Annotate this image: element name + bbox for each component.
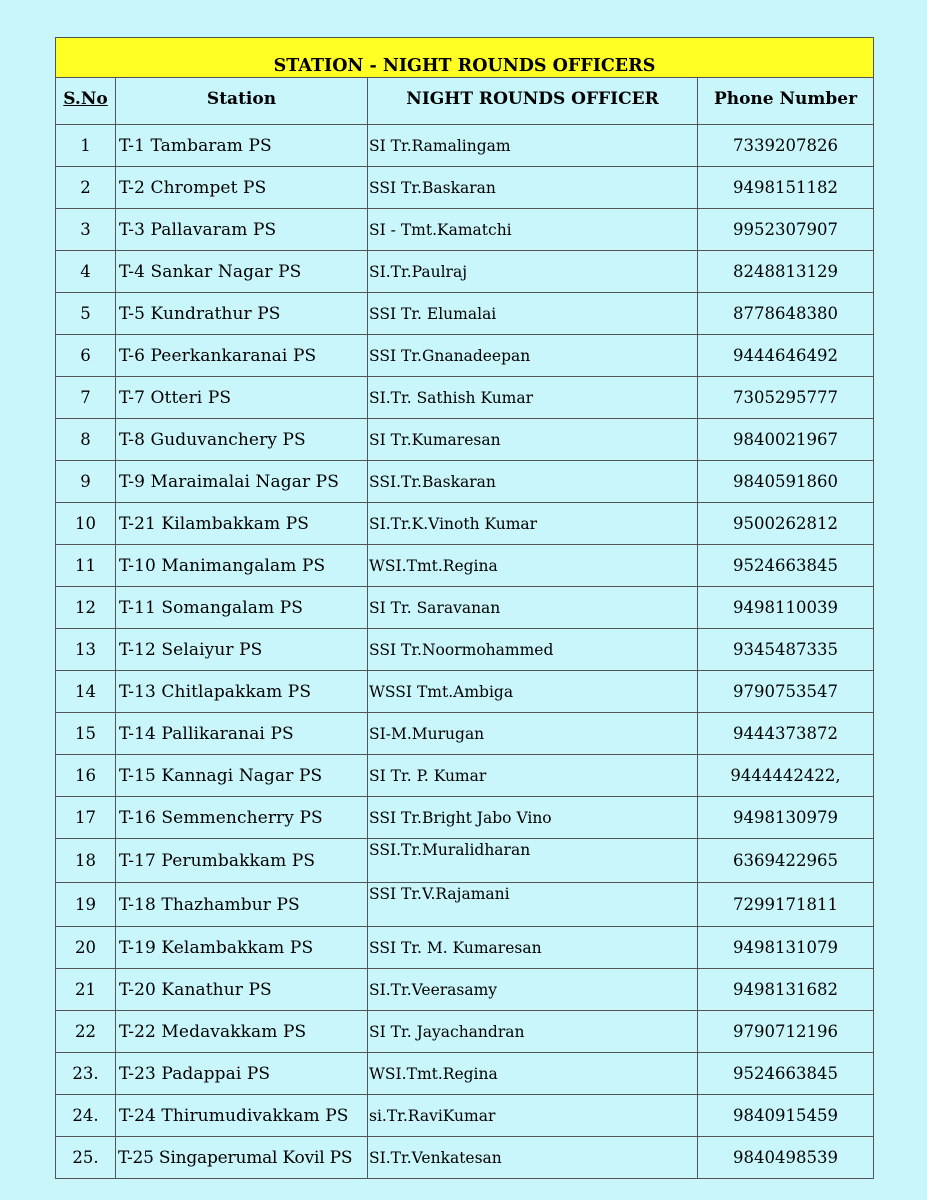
table-row [56,167,874,209]
row-sno-cell: 4 [56,251,116,293]
row-sno-cell: 8 [56,419,116,461]
row-sno-cell: 16 [56,755,116,797]
table-row [56,1011,874,1053]
row-officer-cell: SSI Tr.Bright Jabo Vino [368,797,698,839]
row-sno-cell: 6 [56,335,116,377]
row-officer-cell: SI Tr. Saravanan [368,587,698,629]
row-sno-cell: 23. [56,1053,116,1095]
row-phone-cell: 9444646492 [698,335,874,377]
row-phone-cell: 9444442422, [698,755,874,797]
row-phone-cell: 9498131079 [698,927,874,969]
row-officer-cell: SSI Tr.Baskaran [368,167,698,209]
row-phone-cell: 9498130979 [698,797,874,839]
row-phone-cell: 9790712196 [698,1011,874,1053]
row-station-cell: T-17 Perumbakkam PS [116,839,368,883]
header-officer: NIGHT ROUNDS OFFICER [368,78,698,125]
row-station-cell: T-23 Padappai PS [116,1053,368,1095]
row-sno-cell: 10 [56,503,116,545]
table-row [56,713,874,755]
table-row [56,377,874,419]
row-station-cell: T-15 Kannagi Nagar PS [116,755,368,797]
row-station-cell: T-14 Pallikaranai PS [116,713,368,755]
row-officer-cell: SSI.Tr.Baskaran [368,461,698,503]
row-sno-cell: 21 [56,969,116,1011]
table-row [56,209,874,251]
row-phone-cell: 9345487335 [698,629,874,671]
row-station-cell: T-8 Guduvanchery PS [116,419,368,461]
row-sno-cell: 2 [56,167,116,209]
table-row [56,927,874,969]
row-officer-cell: WSI.Tmt.Regina [368,545,698,587]
table-row [56,1095,874,1137]
row-station-cell: T-1 Tambaram PS [116,125,368,167]
row-station-cell: T-13 Chitlapakkam PS [116,671,368,713]
table-row [56,419,874,461]
row-station-cell: T-16 Semmencherry PS [116,797,368,839]
row-phone-cell: 9840498539 [698,1137,874,1179]
table-title: STATION - NIGHT ROUNDS OFFICERS [56,38,874,78]
table-row [56,587,874,629]
row-station-cell: T-4 Sankar Nagar PS [116,251,368,293]
row-station-cell: T-12 Selaiyur PS [116,629,368,671]
row-officer-cell: SI.Tr.Veerasamy [368,969,698,1011]
table-row [56,1137,874,1179]
row-officer-cell: WSI.Tmt.Regina [368,1053,698,1095]
row-station-cell: T-21 Kilambakkam PS [116,503,368,545]
row-officer-cell: SI-M.Murugan [368,713,698,755]
row-phone-cell: 9498110039 [698,587,874,629]
row-phone-cell: 9952307907 [698,209,874,251]
night-rounds-sheet [55,37,873,1179]
row-officer-cell: SSI Tr. M. Kumaresan [368,927,698,969]
header-station: Station [116,78,368,125]
table-row [56,125,874,167]
row-officer-cell: SSI Tr.Gnanadeepan [368,335,698,377]
row-station-cell: T-6 Peerkankaranai PS [116,335,368,377]
row-sno-cell: 9 [56,461,116,503]
row-officer-cell: SSI Tr.V.Rajamani [368,883,698,927]
row-sno-cell: 5 [56,293,116,335]
row-sno-cell: 25. [56,1137,116,1179]
table-row [56,1053,874,1095]
row-station-cell: T-25 Singaperumal Kovil PS [116,1137,368,1179]
row-officer-cell: SI.Tr.K.Vinoth Kumar [368,503,698,545]
table-row [56,797,874,839]
row-phone-cell: 9840021967 [698,419,874,461]
row-station-cell: T-7 Otteri PS [116,377,368,419]
table-row [56,335,874,377]
row-sno-cell: 15 [56,713,116,755]
row-sno-cell: 11 [56,545,116,587]
row-phone-cell: 7339207826 [698,125,874,167]
row-sno-cell: 18 [56,839,116,883]
row-officer-cell: SI Tr. P. Kumar [368,755,698,797]
row-phone-cell: 6369422965 [698,839,874,883]
row-phone-cell: 7305295777 [698,377,874,419]
row-sno-cell: 3 [56,209,116,251]
row-station-cell: T-20 Kanathur PS [116,969,368,1011]
row-sno-cell: 7 [56,377,116,419]
row-sno-cell: 17 [56,797,116,839]
row-sno-cell: 22 [56,1011,116,1053]
row-officer-cell: SI.Tr. Sathish Kumar [368,377,698,419]
row-officer-cell: SI Tr.Kumaresan [368,419,698,461]
table-row [56,883,874,927]
row-sno-cell: 20 [56,927,116,969]
table-row [56,461,874,503]
row-station-cell: T-5 Kundrathur PS [116,293,368,335]
table-body [56,125,874,1179]
row-officer-cell: SI.Tr.Venkatesan [368,1137,698,1179]
row-officer-cell: SI Tr.Ramalingam [368,125,698,167]
row-officer-cell: SI Tr. Jayachandran [368,1011,698,1053]
row-station-cell: T-11 Somangalam PS [116,587,368,629]
row-phone-cell: 9790753547 [698,671,874,713]
row-sno-cell: 13 [56,629,116,671]
row-phone-cell: 9840915459 [698,1095,874,1137]
row-phone-cell: 9840591860 [698,461,874,503]
row-officer-cell: WSSI Tmt.Ambiga [368,671,698,713]
row-officer-cell: SSI.Tr.Muralidharan [368,839,698,883]
header-phone: Phone Number [698,78,874,125]
row-sno-cell: 14 [56,671,116,713]
row-phone-cell: 7299171811 [698,883,874,927]
row-station-cell: T-22 Medavakkam PS [116,1011,368,1053]
header-sno: S.No [56,78,116,125]
row-officer-cell: SI.Tr.Paulraj [368,251,698,293]
table-row [56,671,874,713]
row-station-cell: T-10 Manimangalam PS [116,545,368,587]
row-phone-cell: 9498131682 [698,969,874,1011]
row-station-cell: T-3 Pallavaram PS [116,209,368,251]
table-row [56,969,874,1011]
row-officer-cell: SSI Tr.Noormohammed [368,629,698,671]
row-phone-cell: 9524663845 [698,545,874,587]
row-phone-cell: 8778648380 [698,293,874,335]
night-rounds-table [55,37,874,1179]
row-officer-cell: SSI Tr. Elumalai [368,293,698,335]
row-sno-cell: 19 [56,883,116,927]
table-row [56,839,874,883]
row-station-cell: T-18 Thazhambur PS [116,883,368,927]
table-row [56,251,874,293]
table-row [56,293,874,335]
row-station-cell: T-2 Chrompet PS [116,167,368,209]
row-station-cell: T-19 Kelambakkam PS [116,927,368,969]
row-phone-cell: 9498151182 [698,167,874,209]
row-phone-cell: 9524663845 [698,1053,874,1095]
row-sno-cell: 24. [56,1095,116,1137]
row-phone-cell: 9500262812 [698,503,874,545]
table-row [56,545,874,587]
header-row [56,78,874,125]
table-row [56,503,874,545]
row-station-cell: T-9 Maraimalai Nagar PS [116,461,368,503]
row-phone-cell: 8248813129 [698,251,874,293]
row-officer-cell: SI - Tmt.Kamatchi [368,209,698,251]
row-station-cell: T-24 Thirumudivakkam PS [116,1095,368,1137]
row-phone-cell: 9444373872 [698,713,874,755]
title-row [56,38,874,78]
table-row [56,629,874,671]
row-sno-cell: 1 [56,125,116,167]
row-officer-cell: si.Tr.RaviKumar [368,1095,698,1137]
table-row [56,755,874,797]
row-sno-cell: 12 [56,587,116,629]
